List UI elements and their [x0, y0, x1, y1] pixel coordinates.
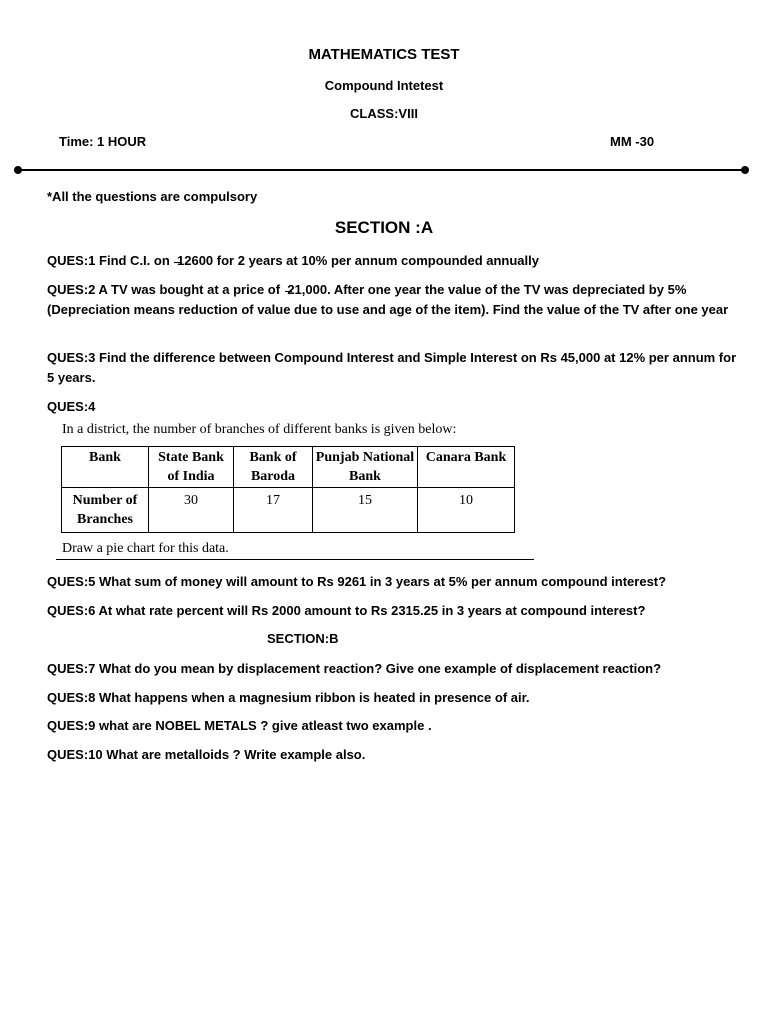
table-header-cell: Bank of Baroda [234, 447, 313, 488]
bank-branches-table [61, 446, 515, 533]
question-4-intro: In a district, the number of branches of different banks is given below: [62, 422, 457, 437]
question-2-amount: 21,000 [287, 282, 328, 297]
table-header-cell: State Bank of India [149, 447, 234, 488]
question-3: QUES:3 Find the difference between Compound Interest and Simple Interest on Rs 45,000 at 12% per annum for 5 years. [47, 350, 737, 385]
question-4-underline [56, 559, 534, 560]
question-10: QUES:10 What are metalloids ? Write example also. [47, 747, 366, 762]
table-row [62, 488, 515, 533]
question-2-prefix: QUES:2 A TV was bought at a price of [47, 282, 284, 297]
question-6: QUES:6 At what rate percent will Rs 2000 amount to Rs 2315.25 in 3 years at compound interest? [47, 603, 646, 618]
table-header-cell: Punjab National Bank [313, 447, 418, 488]
question-1-prefix: QUES:1 Find C.I. on [47, 253, 174, 268]
question-1-suffix: for 2 years at 10% per annum compounded annually [213, 253, 539, 268]
section-a-heading: SECTION :A [334, 218, 434, 237]
table-cell: 30 [149, 488, 234, 533]
question-4-label: QUES:4 [47, 399, 96, 414]
time-label: Time: 1 HOUR [59, 134, 147, 149]
test-subtitle: Compound Intetest [324, 78, 444, 93]
rule-endpoint-right [741, 166, 749, 174]
section-b-heading: SECTION:B [267, 631, 339, 646]
question-8: QUES:8 What happens when a magnesium ribbon is heated in presence of air. [47, 690, 530, 705]
table-cell: 10 [418, 488, 515, 533]
class-label: CLASS:VIII [350, 106, 418, 121]
question-4-footer: Draw a pie chart for this data. [62, 541, 229, 556]
table-row-label: Number of Branches [62, 488, 149, 533]
test-title: MATHEMATICS TEST [308, 46, 460, 63]
table-cell: 17 [234, 488, 313, 533]
instructions: *All the questions are compulsory [47, 189, 258, 204]
table-header-cell: Canara Bank [418, 447, 515, 488]
table-header-row [62, 447, 515, 488]
question-2 [47, 280, 737, 320]
table-header-cell: Bank [62, 447, 149, 488]
question-5: QUES:5 What sum of money will amount to Rs 9261 in 3 years at 5% per annum compound interest? [47, 574, 667, 589]
table-cell: 15 [313, 488, 418, 533]
question-9: QUES:9 what are NOBEL METALS ? give atleast two example . [47, 718, 432, 733]
question-7: QUES:7 What do you mean by displacement reaction? Give one example of displacement reaction? [47, 661, 662, 676]
question-1-amount: 12600 [177, 253, 214, 268]
question-2-suffix: . After one year the value of the TV was depreciated by 5% (Depreciation means reduction of value due to use and age of the item). Find the value of the TV after one year [47, 282, 729, 317]
question-1 [47, 251, 737, 271]
header-divider [18, 169, 745, 171]
max-marks-label: MM -30 [610, 134, 655, 149]
